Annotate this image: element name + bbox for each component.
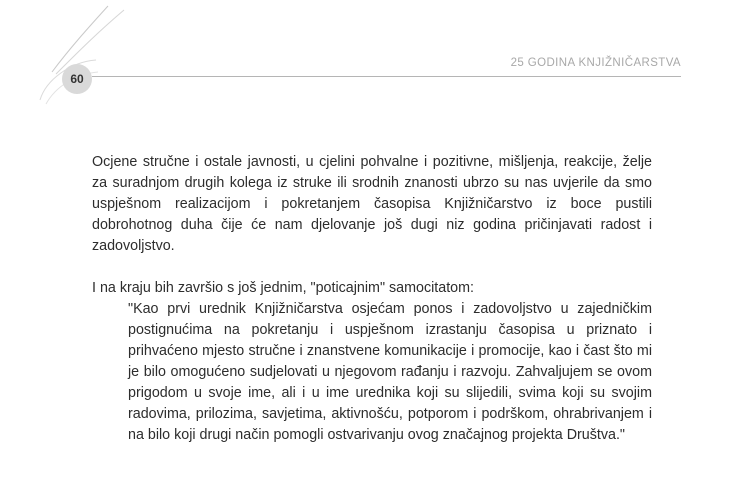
page-number-badge: 60 xyxy=(62,64,92,94)
paragraph-gap xyxy=(92,257,652,278)
quote-intro: I na kraju bih završio s još jednim, "poticajnim" samocitatom: xyxy=(92,280,475,296)
body-text xyxy=(92,152,652,446)
block-quote: "Kao prvi urednik Knjižničarstva osjećam ponos i zadovoljstvo u zajedničkim postignućima na pokretanju i uspješnom izrastanju časopisa u priznato i prihvaćeno mjesto stručne i znanstvene komunikacije i promocije, kao i čast što mi je bilo omogućeno sudjelovati u njegovom rađanju i razvoju. Zahvaljujem se ovom prigodom u svoje ime, ali i u ime urednika koji su slijedili, svima koji su svojim radovima, prilozima, savjetima, aktivnošću, potporom i podrškom, ohrabrivanjem i na bilo koji drugi način pomogli ostvarivanju ovog značajnog projekta Društva." xyxy=(128,301,652,443)
paragraph: Ocjene stručne i ostale javnosti, u cjelini pohvalne i pozitivne, mišljenja, reakcije, želje za suradnjom drugih kolega iz struke ili srodnih znanosti ubrzo su nas uvjerile da smo uspješnom realizacijom i pokretanjem časopisa Knjižničarstvo iz boce pustili dobrohotnog duha čije će nam djelovanje još dugi niz godina pričinjavati radost i zadovoljstvo. xyxy=(92,154,652,254)
running-title: 25 GODINA KNJIŽNIČARSTVA xyxy=(510,57,681,69)
header-decoration xyxy=(0,0,741,110)
